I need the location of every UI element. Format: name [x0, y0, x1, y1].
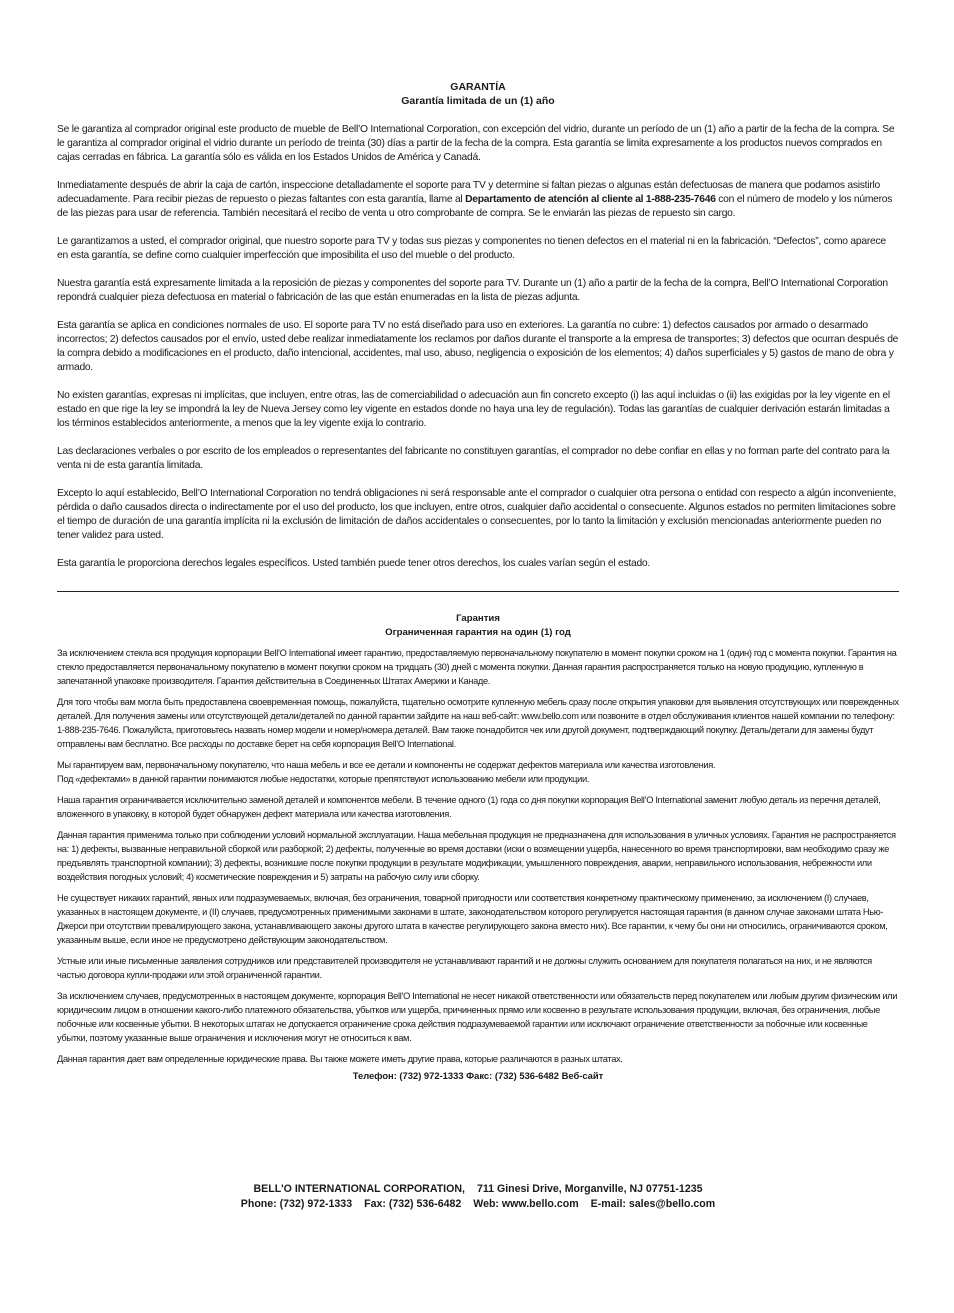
- spanish-paragraph: Las declaraciones verbales o por escrito de los empleados o representantes del fabricante no constituyen garantías, el comprador no debe confiar en ellas y no forman parte del contrato para la venta ni de esta garantía limitada.: [57, 446, 890, 471]
- russian-paragraph-text: Мы гарантируем вам, первоначальному покупателю, что наша мебель и все ее детали и компоненты не содержат дефектов материала или качества изготовления.: [57, 760, 716, 770]
- spanish-warranty-title: GARANTÍA: [450, 81, 506, 93]
- spanish-paragraph: Esta garantía le proporciona derechos legales específicos. Usted también puede tener otros derechos, los cuales varían según el estado.: [57, 558, 651, 569]
- spanish-paragraph: [57, 179, 899, 221]
- spanish-paragraph: Esta garantía se aplica en condiciones normales de uso. El soporte para TV no está diseñado para uso en exteriores. La garantía no cubre: 1) defectos causados por armado o desarmado incorrectos; 2) defectos causados por el envío, usted debe realizar inmediatamente los reclamos por daños durante el transporte a la empresa de transportes; 3) defectos que ocurran después de la compra debido a modificaciones en el producto, daño intencional, accidentes, mal uso, abuso, negligencia o exposición de los elementos; 4) daños superficiales y 5) gastos de mano de obra y armado.: [57, 320, 899, 373]
- company-footer: [57, 1182, 899, 1212]
- russian-warranty-title: Гарантия: [456, 613, 500, 624]
- russian-paragraph: Для того чтобы вам могла быть предоставлена своевременная помощь, пожалуйста, тщательно осмотрите купленную мебель сразу после открытия упаковки для выявления отсутствующих или поврежденных деталей. Для получения замены или отсутствующей детали/деталей по данной гарантии зайдите на наш веб-сайт: www.bello.com или позвоните в отдел обслуживания клиентов нашей компании по телефону: 1-888-235-7646. Пожалуйста, приготовьтесь назвать номер модели и номер/номера деталей. Вам также понадобится чек или другой документ, подтверждающий покупку. Деталь/детали для замены будут отправлены вам бесплатно. Все расходы по доставке берет на себя корпорация Bell’O International.: [57, 697, 899, 749]
- company-fax: Fax: (732) 536-6482: [364, 1198, 462, 1210]
- company-address-line: [57, 1182, 899, 1197]
- company-email: E-mail: sales@bello.com: [590, 1198, 716, 1210]
- russian-paragraph: Данная гарантия применима только при соблюдении условий нормальной эксплуатации. Наша мебельная продукция не предназначена для использования в уличных условиях. Гарантия не распространяется на: 1) дефекты, вызванные неправильной сборкой или разборкой; 2) дефекты, полученные во время доставки (иски о возмещении ущерба, нанесенного во время транспортировки, вам необходимо сразу же предъявлять транспортной компании); 3) дефекты, возникшие после покупки продукции в результате модификации, умышленного повреждения, аварии, неправильного использования, небрежности или воздействия погодных условий; 4) косметические повреждения и 5) затраты на рабочую силу или сборку.: [57, 830, 896, 882]
- customer-service-phone: Departamento de atención al cliente al 1-888-235-7646: [465, 194, 716, 205]
- spanish-paragraph: Excepto lo aquí establecido, Bell’O International Corporation no tendrá obligaciones ni será responsable ante el comprador o cualquier otra persona o entidad con respecto a algún inconveniente, pérdida o daño causados directa o indirectamente por el uso del producto, los que incluyen, entre otros, cualquier daño accidental o consecuente. Algunos estados no permiten limitaciones sobre el tiempo de duración de una garantía implícita ni la exclusión de limitación de daños accidentales o consecuentes, por lo tanto la limitación y exclusión mencionadas anteriormente pueden no tener validez para usted.: [57, 488, 896, 541]
- spanish-paragraph: Se le garantiza al comprador original este producto de mueble de Bell’O International Corporation, con excepción del vidrio, durante un período de un (1) año a partir de la fecha de la compra. Se le garantiza al comprador original el vidrio durante un período de treinta (30) días a partir de la fecha de la compra. Esta garantía se limita expresamente a los productos nuevos comprados en cajas cerradas en fábrica. La garantía sólo es válida en los Estados Unidos de América y Canadá.: [57, 124, 895, 163]
- spanish-paragraph-text: Inmediatamente después de abrir la caja de cartón, inspeccione detalladamente el soporte para TV y determine si faltan piezas o algunas están defectuosas de manera que podamos asistirlo adecuadamente. Para recibir piezas de repuesto o piezas faltantes con esta garantía, llame al: [57, 180, 881, 205]
- russian-paragraph: Наша гарантия ограничивается исключительно заменой деталей и компонентов мебели. В течение одного (1) года со дня покупки корпорация Bell’O International заменит любую деталь из перечня деталей, вложенного в упаковку, в которой будет обнаружен дефект материала или качества изготовления.: [57, 795, 881, 819]
- russian-paragraph: [57, 758, 899, 786]
- russian-paragraph: Данная гарантия дает вам определенные юридические права. Вы также можете иметь другие права, которые различаются в разных штатах.: [57, 1054, 623, 1064]
- russian-warranty-subtitle: Ограниченная гарантия на один (1) год: [385, 627, 571, 638]
- russian-contact-line: Телефон: (732) 972-1333 Факс: (732) 536-6482 Веб-сайт: [352, 1070, 604, 1081]
- company-phone: Phone: (732) 972-1333: [240, 1198, 353, 1210]
- spanish-warranty-subtitle: Garantía limitada de un (1) año: [401, 95, 555, 107]
- spanish-paragraph: Le garantizamos a usted, el comprador original, que nuestro soporte para TV y todas sus piezas y componentes no tienen defectos en el material ni en la fabricación. “Defectos”, como aparece en esta garantía, se define como cualquier imperfección que imposibilita el uso del mueble o del producto.: [57, 236, 886, 261]
- russian-paragraph: За исключением стекла вся продукция корпорации Bell’O International имеет гарантию, предоставляемую первоначальному покупателю в момент покупки сроком на 1 (один) год с момента покупки. Гарантия на стекло предоставляется первоначальному покупателю в момент покупки сроком на тридцать (30) дней с момента покупки. Данная гарантия распространяется только на новую продукцию, купленную в запечатанной упаковке производителя. Гарантия действительна в Соединенных Штатах Америки и Канаде.: [57, 648, 897, 686]
- spanish-warranty-section: [57, 80, 899, 571]
- company-address: 711 Ginesi Drive, Morganville, NJ 07751-1235: [476, 1183, 703, 1195]
- section-divider: [57, 591, 899, 592]
- company-contact-line: [57, 1197, 899, 1212]
- document-page: [57, 80, 899, 1083]
- spanish-paragraph: No existen garantías, expresas ni implícitas, que incluyen, entre otras, las de comerciabilidad o adecuación aun fin concreto excepto (i) las aquí incluidas o (ii) las exigidas por la ley vigente en el estado en que rige la ley se impondrá la ley de Nueva Jersey como ley vigente en estados donde no haya una ley de regulación). Todas las garantías de cualquier derivación estarán limitadas a los términos establecidos anteriormente, a menos que la ley vigente exija lo contrario.: [57, 390, 890, 429]
- company-website: Web: www.bello.com: [473, 1198, 579, 1210]
- spanish-paragraph-text: con el número de modelo y los números de las piezas para usar de referencia. También necesitará el recibo de venta u otro comprobante de compra. Se le enviarán las piezas de repuesto sin cargo.: [57, 194, 893, 219]
- russian-warranty-section: [57, 612, 899, 1083]
- russian-paragraph: За исключением случаев, предусмотренных в настоящем документе, корпорация Bell’O International не несет никакой ответственности или обязательств перед покупателем или любым другим физическим или юридическим лицом в отношении какого-либо платежного обязательства, убытков или ущерба, причиненных прямо или косвенно в результате использования продукции, включая, без ограничения, любые побочные или косвенные убытки. В некоторых штатах не допускается ограничение срока действия подразумеваемой гарантии или исключают ограничение ответственности за побочные или косвенные убытки, поэтому указанные выше ограничения и исключения могут не относиться к вам.: [57, 991, 898, 1043]
- spanish-paragraph: Nuestra garantía está expresamente limitada a la reposición de piezas y componentes del soporte para TV. Durante un (1) año a partir de la fecha de la compra, Bell’O International Corporation repondrá cualquier pieza defectuosa en material o fabricación de las que están enumeradas en la lista de piezas adjunta.: [57, 278, 888, 303]
- company-name: BELL'O INTERNATIONAL CORPORATION,: [253, 1183, 465, 1195]
- russian-paragraph: Не существует никаких гарантий, явных или подразумеваемых, включая, без ограничения, товарной пригодности или соответствия конкретному практическому применению, за исключением (I) случаев, указанных в настоящем документе, и (II) случаев, предусмотренных применимыми законами в штате, законодательством которого регулируется настоящая гарантия (в данном случае законами штата Нью-Джерси при отсутствии превалирующего закона, устанавливающего законы другого штата в качестве регулирующего закона вместо них). Все гарантии, к чему бы они ни относились, ограничиваются сроком, указанным выше, если иное не предусмотрено действующим законодательством.: [57, 893, 888, 945]
- russian-paragraph: Устные или иные письменные заявления сотрудников или представителей производителя не устанавливают гарантий и не должны служить основанием для покупателя полагаться на них, и не являются частью договора купли-продажи или этой ограниченной гарантии.: [57, 956, 872, 980]
- russian-paragraph-text: Под «дефектами» в данной гарантии понимаются любые недостатки, которые препятствуют использованию мебели или продукции.: [57, 774, 590, 784]
